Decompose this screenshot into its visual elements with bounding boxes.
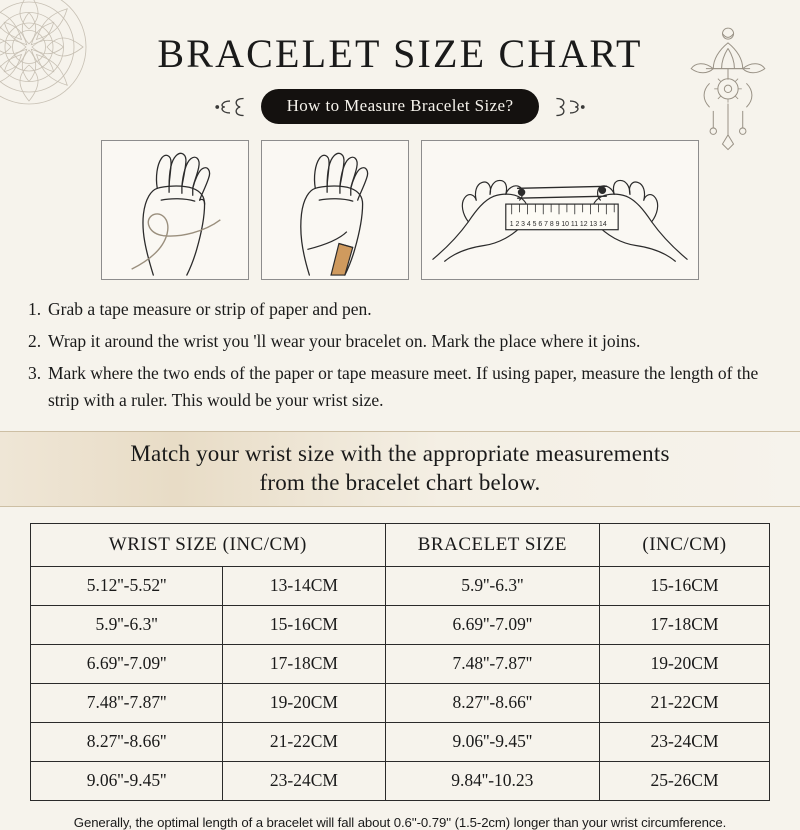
cell-wrist-cm: 19-20CM [223,683,386,722]
cell-bracelet-cm: 15-16CM [600,566,770,605]
list-item [28,360,764,414]
column-header-wrist-size: WRIST SIZE (INC/CM) [31,523,386,566]
match-size-banner [0,431,800,507]
table-header-row [31,523,770,566]
cell-wrist-inch: 5.9''-6.3'' [31,605,223,644]
banner-line-2: from the bracelet chart below. [259,469,541,495]
step-number: 1. [28,299,42,319]
cell-wrist-cm: 13-14CM [223,566,386,605]
illustration-row [0,140,800,280]
list-item [28,328,764,355]
cell-wrist-inch: 9.06''-9.45'' [31,761,223,800]
step-text: Wrap it around the wrist you 'll wear your bracelet on. Mark the place where it joins. [48,331,641,352]
hand-with-tape-measure-illustration [101,140,249,280]
table-row [31,761,770,800]
cell-bracelet-cm: 25-26CM [600,761,770,800]
column-header-bracelet-size: BRACELET SIZE [385,523,599,566]
table-row [31,605,770,644]
table-row [31,683,770,722]
bracelet-size-table [30,523,770,801]
flourish-right-icon [553,93,587,121]
banner-line-1: Match your wrist size with the appropriate measurements [130,441,670,467]
hand-with-paper-strip-illustration [261,140,409,280]
page-title: BRACELET SIZE CHART [157,31,643,76]
table-row [31,644,770,683]
cell-wrist-inch: 6.69''-7.09'' [31,644,223,683]
cell-bracelet-inch: 6.69''-7.09'' [385,605,599,644]
measurement-steps-list [28,296,764,415]
svg-text:1 2 3 4 5 6 7 8 9 10 11 12 13: 1 2 3 4 5 6 7 8 9 10 11 12 13 14 [509,220,607,228]
cell-bracelet-inch: 5.9''-6.3'' [385,566,599,605]
cell-wrist-inch: 7.48''-7.87'' [31,683,223,722]
cell-bracelet-cm: 19-20CM [600,644,770,683]
footnote-text: Generally, the optimal length of a bracelet will fall about 0.6''-0.79'' (1.5-2cm) longer than your wrist circumference. [73,814,727,830]
cell-wrist-inch: 5.12''-5.52'' [31,566,223,605]
hands-measuring-strip-with-ruler-illustration [421,140,699,280]
step-text: Grab a tape measure or strip of paper and pen. [48,299,372,319]
column-header-bracelet-units: (INC/CM) [600,523,770,566]
cell-bracelet-inch: 9.06''-9.45'' [385,722,599,761]
cell-bracelet-inch: 7.48''-7.87'' [385,644,599,683]
subtitle-row [0,89,800,124]
step-number: 3. [28,363,42,384]
table-row [31,566,770,605]
cell-wrist-cm: 23-24CM [223,761,386,800]
cell-wrist-cm: 17-18CM [223,644,386,683]
cell-wrist-cm: 15-16CM [223,605,386,644]
cell-bracelet-cm: 23-24CM [600,722,770,761]
cell-bracelet-cm: 17-18CM [600,605,770,644]
step-number: 2. [28,331,42,352]
step-text: Mark where the two ends of the paper or tape measure meet. If using paper, measure the length of the strip with a ruler. This would be your wrist size. [48,363,759,411]
cell-bracelet-cm: 21-22CM [600,683,770,722]
cell-bracelet-inch: 9.84''-10.23 [385,761,599,800]
measure-instructions-badge: How to Measure Bracelet Size? [261,89,540,124]
cell-wrist-cm: 21-22CM [223,722,386,761]
cell-bracelet-inch: 8.27''-8.66'' [385,683,599,722]
table-row [31,722,770,761]
cell-wrist-inch: 8.27''-8.66'' [31,722,223,761]
list-item [28,296,764,323]
flourish-left-icon [213,93,247,121]
